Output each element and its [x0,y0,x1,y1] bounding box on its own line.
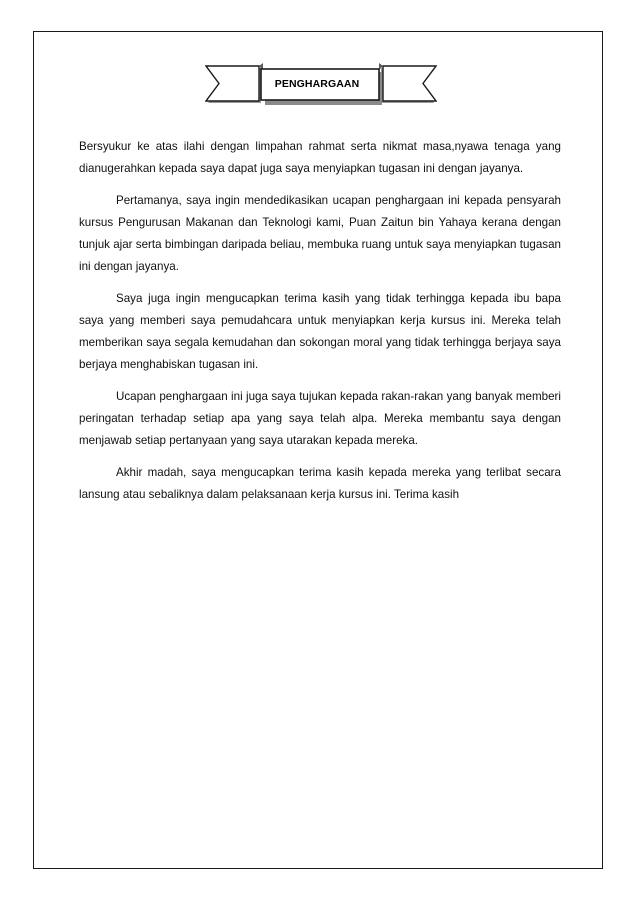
paragraph-2: Pertamanya, saya ingin mendedikasikan ucapan penghargaan ini kepada pensyarah kursus Pengurusan Makanan dan Teknologi kami, Puan Zaitun bin Yahaya kerana dengan tunjuk ajar serta bimbingan daripada beliau, membuka ruang untuk saya menyiapkan tugasan ini dengan jayanya. [79,194,561,273]
paragraph-1: Bersyukur ke atas ilahi dengan limpahan rahmat serta nikmat masa,nyawa tenaga yang dianugerahkan kepada saya dapat juga saya menyiapkan tugasan ini dengan jayanya. [79,140,561,175]
paragraph-5: Akhir madah, saya mengucapkan terima kasih kepada mereka yang terlibat secara lansung atau sebaliknya dalam pelaksanaan kerja kursus ini. Terima kasih [79,466,561,501]
page-title: PENGHARGAAN [274,78,360,90]
document-body [79,136,561,516]
paragraph-4: Ucapan penghargaan ini juga saya tujukan kepada rakan-rakan yang banyak memberi peringatan terhadap setiap apa yang saya telah alpa. Mereka membantu saya dengan menjawab setiap pertanyaan yang saya utarakan kepada mereka. [79,390,561,447]
ribbon-left-tail [206,66,259,101]
ribbon-right-tail [383,66,436,101]
paragraph-3: Saya juga ingin mengucapkan terima kasih yang tidak terhingga kepada ibu bapa saya yang memberi saya pemudahcara untuk menyiapkan kerja kursus ini. Mereka telah memberikan saya segala kemudahan dan sokongan moral yang tidak terhingga berjaya saya berjaya menghabiskan tugasan ini. [79,292,561,371]
title-banner [205,62,437,106]
